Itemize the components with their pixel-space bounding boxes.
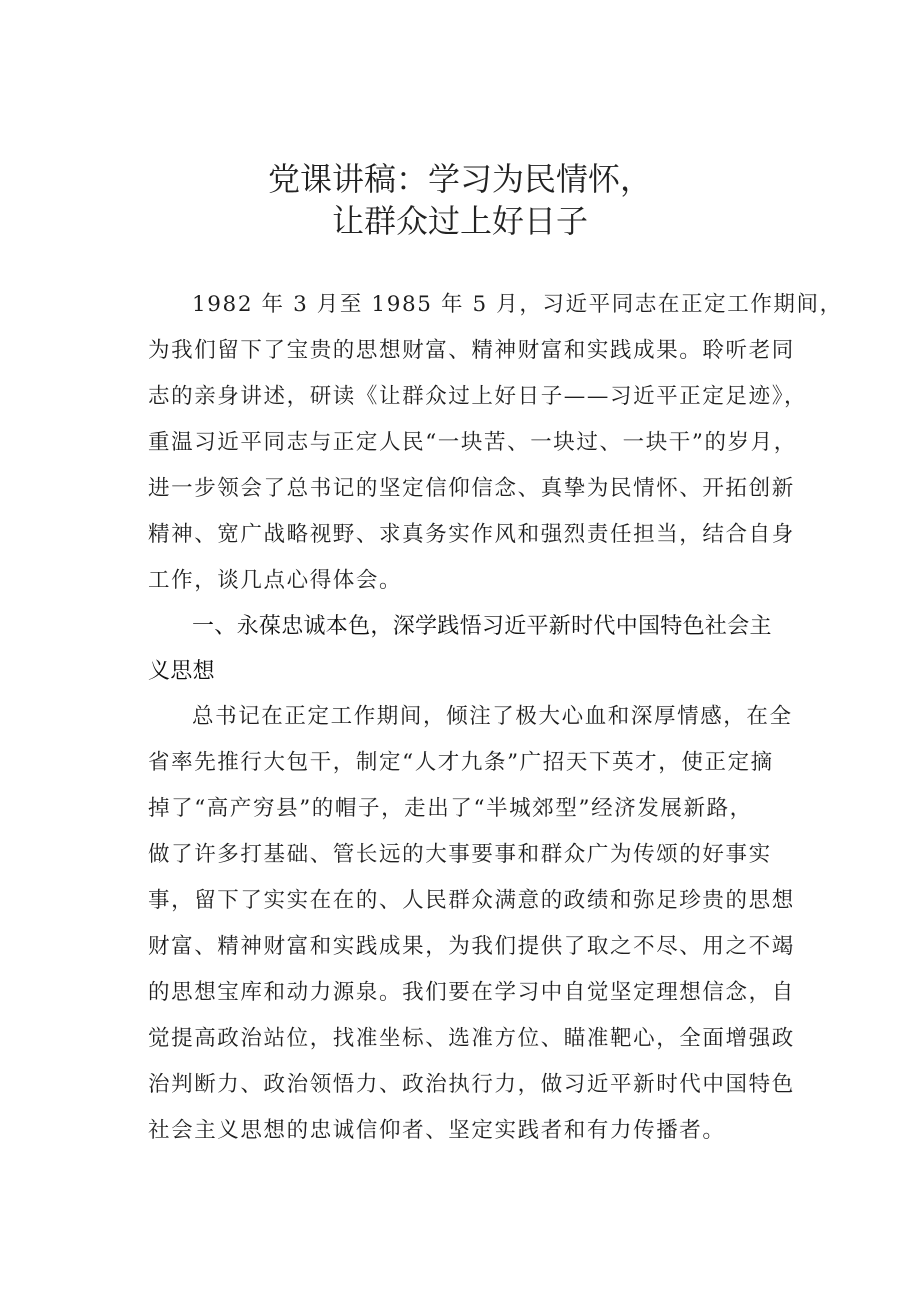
paragraph-2-line: 省率先推行大包干，制定“人才九条”广招天下英才，使正定摘 — [148, 750, 774, 775]
paragraph-2-line: 社会主义思想的忠诚信仰者、坚定实践者和有力传播者。 — [148, 1118, 726, 1143]
section-heading-line: 一、永葆忠诚本色，深学践悟习近平新时代中国特色社会主 — [192, 614, 772, 639]
paragraph-2-line: 做了许多打基础、管长远的大事要事和群众广为传颂的好事实 — [148, 842, 772, 867]
paragraph-1-line: 为我们留下了宝贵的思想财富、精神财富和实践成果。聆听老同 — [148, 338, 795, 363]
document-title-line-1: 党课讲稿：学习为民情怀， — [267, 160, 652, 198]
paragraph-1-line: 志的亲身讲述，研读《让群众过上好日子——习近平正定足迹》， — [148, 384, 808, 409]
paragraph-2-line: 的思想宝库和动力源泉。我们要在学习中自觉坚定理想信念，自 — [148, 980, 795, 1005]
paragraph-1-line: 精神、宽广战略视野、求真务实作风和强烈责任担当，结合自身 — [148, 522, 795, 547]
paragraph-2-line: 掉了“高产穷县”的帽子，走出了“半城郊型”经济发展新路， — [148, 796, 753, 821]
section-heading-line: 义思想 — [148, 659, 215, 684]
paragraph-1-line: 进一步领会了总书记的坚定信仰信念、真挚为民情怀、开拓创新 — [148, 476, 795, 501]
paragraph-2-line: 事，留下了实实在在的、人民群众满意的政绩和弥足珍贵的思想 — [148, 888, 795, 913]
document-title-line-2: 让群众过上好日子 — [331, 202, 588, 240]
paragraph-2-line: 总书记在正定工作期间，倾注了极大心血和深厚情感，在全 — [192, 704, 793, 729]
paragraph-2-line: 财富、精神财富和实践成果，为我们提供了取之不尽、用之不竭 — [148, 934, 795, 959]
paragraph-2-line: 治判断力、政治领悟力、政治执行力，做习近平新时代中国特色 — [148, 1072, 795, 1097]
paragraph-1-line: 重温习近平同志与正定人民“一块苦、一块过、一块干”的岁月， — [148, 430, 797, 455]
paragraph-2-line: 觉提高政治站位，找准坐标、选准方位、瞄准靶心，全面增强政 — [148, 1026, 795, 1051]
paragraph-1-line: 1982 年 3 月至 1985 年 5 月，习近平同志在正定工作期间， — [192, 292, 843, 317]
paragraph-1-line: 工作，谈几点心得体会。 — [148, 568, 403, 593]
